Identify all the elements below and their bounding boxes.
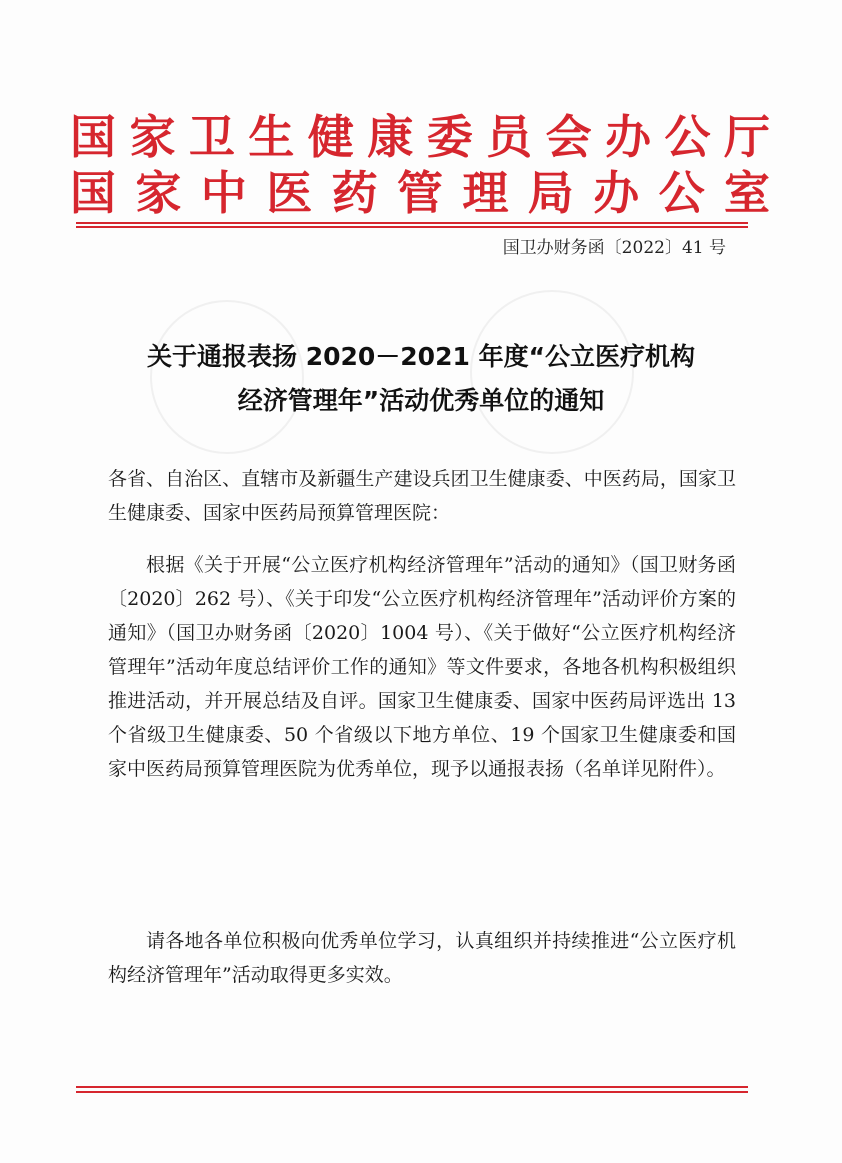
- letterhead-divider: [76, 226, 748, 228]
- salutation: [108, 462, 736, 530]
- faint-seal-mark: [150, 300, 304, 454]
- document-title-line-2: 经济管理年”活动优秀单位的通知: [237, 386, 605, 415]
- body-paragraph-1: [108, 548, 736, 786]
- letterhead-line-2: 国家中医药管理局办公室: [70, 166, 770, 220]
- paragraph-text: 根据《关于开展“公立医疗机构经济管理年”活动的通知》（国卫财务函〔2020〕262 号）、《关于印发“公立医疗机构经济管理年”活动评价方案的通知》（国卫办财务函〔2020〕1004 号）、《关于做好“公立医疗机构经济管理年”活动年度总结评价工作的通知》等文件要求，各地各机构积极组织推进活动，并开展总结及自评。国家卫生健康委、国家中医药局评选出 13 个省级卫生健康委、50 个省级以下地方单位、19 个国家卫生健康委和国家中医药局预算管理医院为优秀单位，现予以通报表扬（名单详见附件）。: [108, 554, 736, 780]
- footer-divider: [76, 1091, 748, 1093]
- footer-divider: [76, 1086, 748, 1088]
- body-paragraph-2: [108, 924, 736, 992]
- document-number: 国卫办财务函〔2022〕41 号: [502, 238, 726, 258]
- letterhead-divider: [76, 222, 748, 224]
- salutation-text: 各省、自治区、直辖市及新疆生产建设兵团卫生健康委、中医药局，国家卫生健康委、国家中医药局预算管理医院：: [108, 468, 736, 524]
- letterhead-line-1: 国家卫生健康委员会办公厅: [70, 110, 770, 164]
- paragraph-text: 请各地各单位积极向优秀单位学习，认真组织并持续推进“公立医疗机构经济管理年”活动取得更多实效。: [108, 930, 736, 986]
- document-title-line-1: 关于通报表扬 2020－2021 年度“公立医疗机构: [147, 342, 695, 371]
